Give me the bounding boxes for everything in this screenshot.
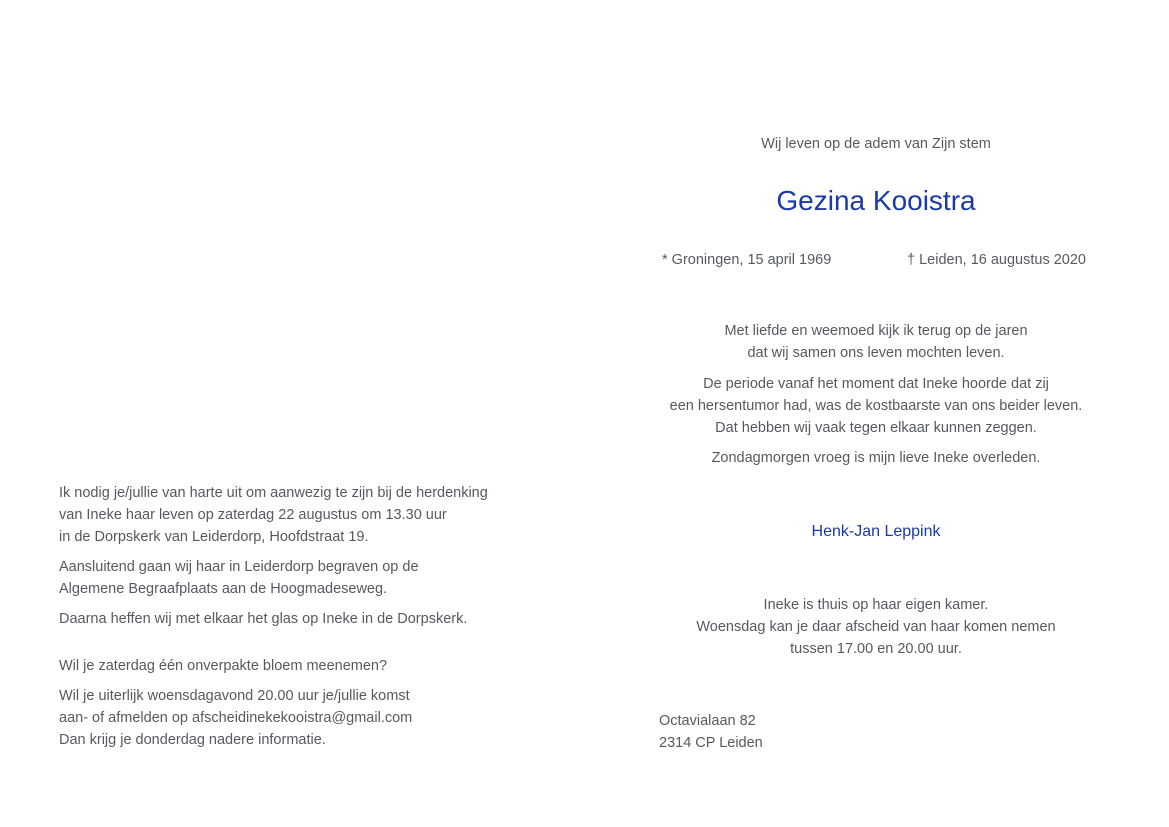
address-street: Octavialaan 82: [659, 713, 756, 729]
motto: Wij leven op de adem van Zijn stem: [761, 136, 991, 152]
birth-date: * Groningen, 15 april 1969: [662, 252, 832, 268]
invitation-line: Dan krijg je donderdag nadere informatie.: [59, 732, 326, 748]
message-line: Dat hebben wij vaak tegen elkaar kunnen zeggen.: [715, 420, 1037, 436]
message-line: een hersentumor had, was de kostbaarste van ons beider leven.: [669, 398, 1083, 414]
invitation-line: Ik nodig je/jullie van harte uit om aanwezig te zijn bij de herdenking: [59, 485, 488, 501]
death-date: † Leiden, 16 augustus 2020: [907, 252, 1086, 268]
invitation-line: van Ineke haar leven op zaterdag 22 augustus om 13.30 uur: [59, 507, 447, 523]
address-city: 2314 CP Leiden: [659, 735, 763, 751]
message-line: dat wij samen ons leven mochten leven.: [747, 345, 1005, 361]
visiting-line: Ineke is thuis op haar eigen kamer.: [763, 597, 989, 613]
signature: Henk-Jan Leppink: [811, 523, 941, 540]
invitation-line: Aansluitend gaan wij haar in Leiderdorp begraven op de: [59, 559, 419, 575]
invitation-line: Algemene Begraafplaats aan de Hoogmadeseweg.: [59, 581, 388, 597]
invitation-line: aan- of afmelden op afscheidinekekooistra@gmail.com: [59, 710, 413, 726]
message-line: Met liefde en weemoed kijk ik terug op de jaren: [724, 323, 1028, 339]
visiting-line: Woensdag kan je daar afscheid van haar komen nemen: [696, 619, 1056, 635]
message-line: Zondagmorgen vroeg is mijn lieve Ineke overleden.: [711, 450, 1041, 466]
invitation-line: in de Dorpskerk van Leiderdorp, Hoofdstraat 19.: [59, 529, 369, 545]
invitation-line: Wil je zaterdag één onverpakte bloem meenemen?: [59, 658, 388, 674]
visiting-line: tussen 17.00 en 20.00 uur.: [790, 641, 962, 657]
invitation-line: Daarna heffen wij met elkaar het glas op Ineke in de Dorpskerk.: [59, 611, 468, 627]
invitation-line: Wil je uiterlijk woensdagavond 20.00 uur je/jullie komst: [59, 688, 410, 704]
message-line: De periode vanaf het moment dat Ineke hoorde dat zij: [703, 376, 1049, 392]
deceased-name: Gezina Kooistra: [776, 185, 976, 216]
